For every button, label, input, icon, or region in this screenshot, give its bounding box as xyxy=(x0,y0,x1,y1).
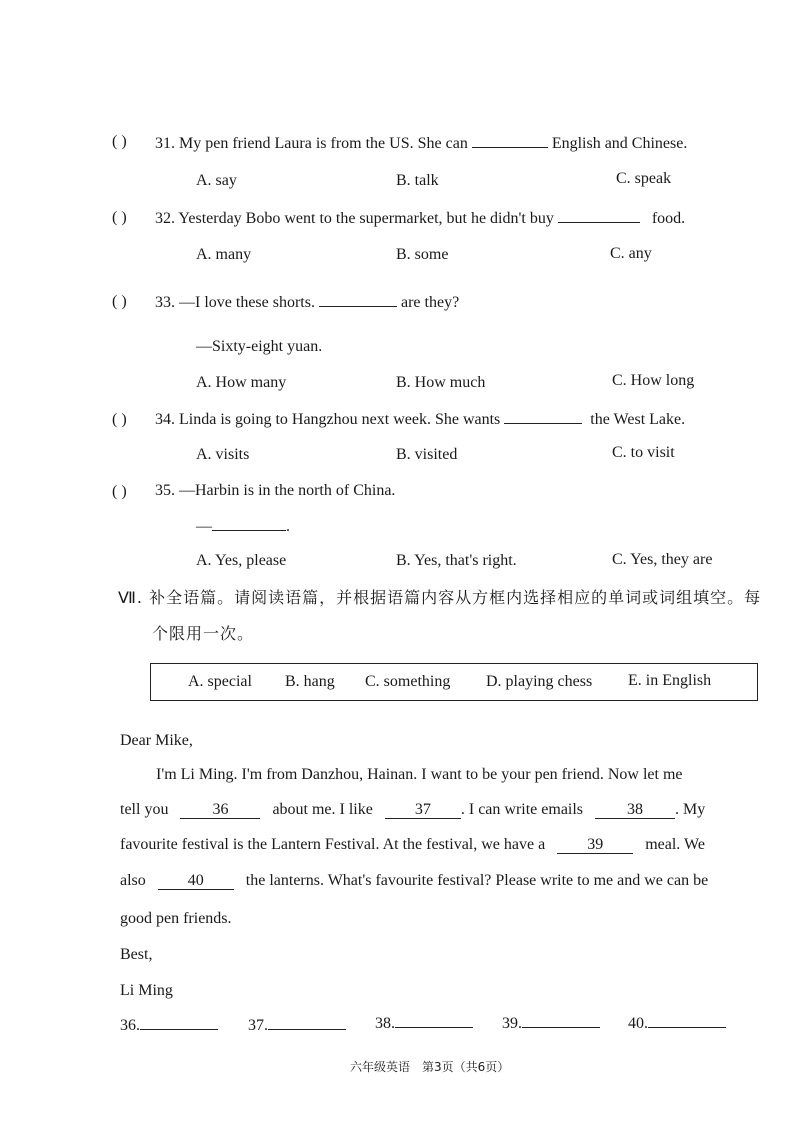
q31-option-a[interactable]: A. say xyxy=(196,172,237,189)
page-footer: 六年级英语 第3页（共6页） xyxy=(350,1060,510,1074)
q33-option-c[interactable]: C. How long xyxy=(612,372,695,389)
letter-line-3: favourite festival is the Lantern Festival. At the festival, we have a 39 meal. We xyxy=(120,836,705,853)
q33-stem: 33. —I love these shorts. are they? xyxy=(155,294,460,311)
section-vii-instruction-line1: Ⅶ. 补全语篇。请阅读语篇，并根据语篇内容从方框内选择相应的单词或词组填空。每 xyxy=(118,588,762,607)
q31-blank[interactable] xyxy=(472,133,548,148)
answer-40-line[interactable] xyxy=(648,1013,726,1028)
answer-37-line[interactable] xyxy=(268,1015,346,1030)
q34-option-a[interactable]: A. visits xyxy=(196,446,250,463)
blank-39[interactable]: 39 xyxy=(557,836,633,854)
blank-40[interactable]: 40 xyxy=(158,872,234,890)
q31-option-b[interactable]: B. talk xyxy=(396,172,439,189)
q33-paren[interactable]: ( ) xyxy=(112,293,127,310)
letter-signature: Li Ming xyxy=(120,982,173,999)
q34-stem: 34. Linda is going to Hangzhou next week. She wants the West Lake. xyxy=(155,411,686,428)
blank-36[interactable]: 36 xyxy=(180,801,260,819)
q34-option-c[interactable]: C. to visit xyxy=(612,444,675,461)
q31-stem: 31. My pen friend Laura is from the US. She can English and Chinese. xyxy=(155,135,688,152)
q35-response: — . xyxy=(196,518,290,535)
word-bank-a: A. special xyxy=(188,673,252,690)
q33-blank[interactable] xyxy=(319,292,397,307)
word-bank-d: D. playing chess xyxy=(486,673,593,690)
section-vii-instruction-line2: 个限用一次。 xyxy=(152,624,255,643)
letter-line-2: tell you 36 about me. I like 37 . I can write emails 38 . My xyxy=(120,801,706,818)
q35-option-c[interactable]: C. Yes, they are xyxy=(612,551,713,568)
q32-paren[interactable]: ( ) xyxy=(112,209,127,226)
answer-37[interactable]: 37. xyxy=(248,1015,346,1035)
q31-paren[interactable]: ( ) xyxy=(112,133,127,150)
q32-option-c[interactable]: C. any xyxy=(610,245,652,262)
answer-39[interactable]: 39. xyxy=(502,1013,600,1033)
word-bank-b: B. hang xyxy=(285,673,335,690)
answer-38[interactable]: 38. xyxy=(375,1013,473,1033)
blank-37[interactable]: 37 xyxy=(385,801,461,819)
q33-option-b[interactable]: B. How much xyxy=(396,374,486,391)
q35-option-a[interactable]: A. Yes, please xyxy=(196,552,287,569)
q32-option-b[interactable]: B. some xyxy=(396,246,449,263)
q33-option-a[interactable]: A. How many xyxy=(196,374,287,391)
letter-line-5: good pen friends. xyxy=(120,910,232,927)
q35-option-b[interactable]: B. Yes, that's right. xyxy=(396,552,517,569)
letter-line-4: also 40 the lanterns. What's favourite festival? Please write to me and we can be xyxy=(120,872,709,889)
q32-blank[interactable] xyxy=(558,208,640,223)
q31-option-c[interactable]: C. speak xyxy=(616,170,672,187)
letter-line-1: I'm Li Ming. I'm from Danzhou, Hainan. I want to be your pen friend. Now let me xyxy=(156,766,683,783)
q34-paren[interactable]: ( ) xyxy=(112,411,127,428)
blank-38[interactable]: 38 xyxy=(595,801,675,819)
answer-38-line[interactable] xyxy=(395,1013,473,1028)
word-bank-c: C. something xyxy=(365,673,451,690)
q34-option-b[interactable]: B. visited xyxy=(396,446,458,463)
letter-greeting: Dear Mike, xyxy=(120,732,193,749)
q32-option-a[interactable]: A. many xyxy=(196,246,252,263)
q35-stem: 35. —Harbin is in the north of China. xyxy=(155,482,396,499)
answer-36[interactable]: 36. xyxy=(120,1015,218,1035)
q35-blank[interactable] xyxy=(212,516,286,531)
word-bank-e: E. in English xyxy=(628,672,712,689)
answer-40[interactable]: 40. xyxy=(628,1013,726,1033)
answer-36-line[interactable] xyxy=(140,1015,218,1030)
answer-39-line[interactable] xyxy=(522,1013,600,1028)
q32-stem: 32. Yesterday Bobo went to the supermarket, but he didn't buy food. xyxy=(155,210,686,227)
q33-response: —Sixty-eight yuan. xyxy=(196,338,323,355)
q35-paren[interactable]: ( ) xyxy=(112,483,127,500)
letter-closing: Best, xyxy=(120,946,153,963)
q34-blank[interactable] xyxy=(504,409,582,424)
